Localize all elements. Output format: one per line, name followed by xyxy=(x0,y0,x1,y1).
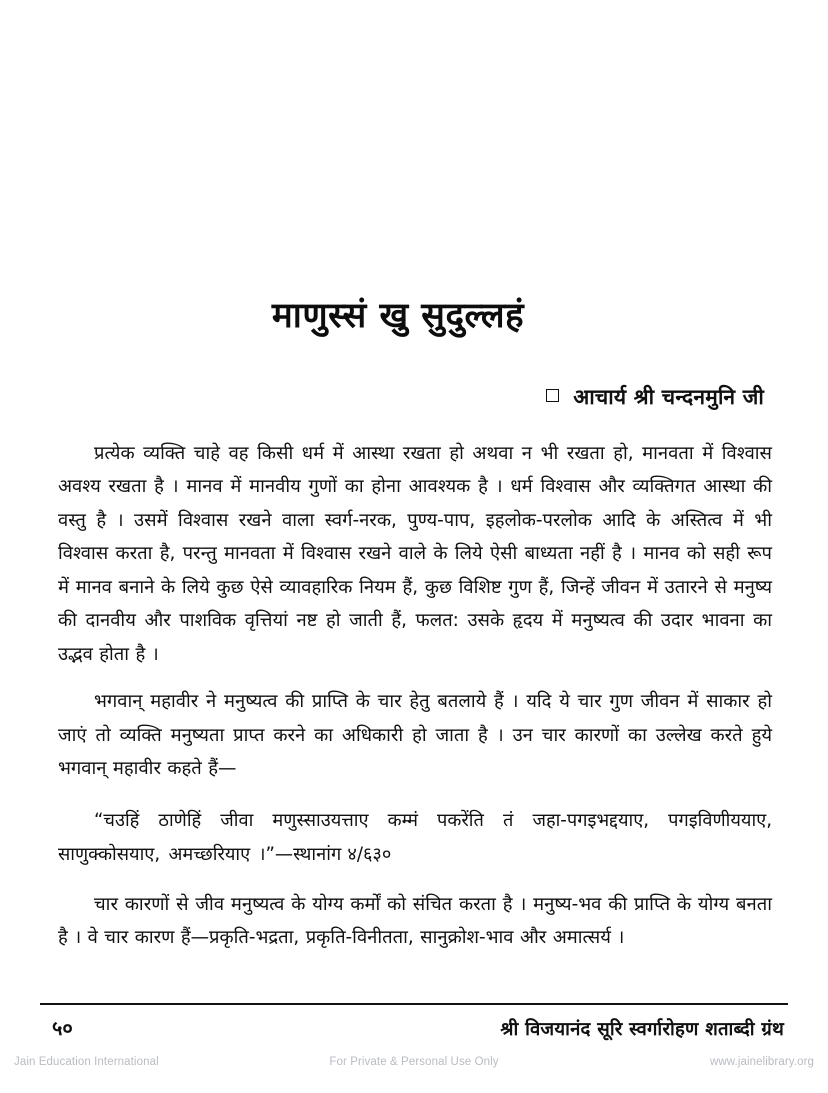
page-number: ५० xyxy=(52,1016,73,1040)
watermark-website: www.jainelibrary.org xyxy=(709,1056,814,1068)
paragraph: प्रत्येक व्यक्ति चाहे वह किसी धर्म में आस्था रखता हो अथवा न भी रखता हो, मानवता में विश्वास अवश्य रखता है । मानव में मानवीय गुणों का होना आवश्यक है । धर्म विश्वास और व्यक्तिगत आस्था की वस्तु है । उसमें विश्वास रखने वाला स्वर्ग-नरक, पुण्य-पाप, इहलोक-परलोक आदि के अस्तित्व में भी विश्वास करता है, परन्तु मानवता में विश्वास रखने वाले के लिये ऐसी बाध्यता नहीं है । मानव को सही रूप में मानव बनाने के लिये कुछ ऐसे व्यावहारिक नियम हैं, कुछ विशिष्ट गुण हैं, जिन्हें जीवन में उतारने से मनुष्य की दानवीय और पाशविक वृत्तियां नष्ट हो जाती हैं, फलत: उसके हृदय में मनुष्यत्व की उदार भावना का उद्भव होता है । xyxy=(58,442,772,665)
paragraph: भगवान् महावीर ने मनुष्यत्व की प्राप्ति के चार हेतु बतलाये हैं । यदि ये चार गुण जीवन में साकार हो जाएं तो व्यक्ति मनुष्यता प्राप्त करने का अधिकारी हो जाता है । उन चार कारणों का उल्लेख करते हुये भगवान् महावीर कहते हैं— xyxy=(58,691,772,780)
running-title: श्री विजयानंद सूरि स्वर्गारोहण शताब्दी ग्रंथ xyxy=(500,1019,784,1040)
paragraph: चार कारणों से जीव मनुष्यत्व के योग्य कर्मों को संचित करता है । मनुष्य-भव की प्राप्ति के योग्य बनता है । वे चार कारण हैं—प्रकृति-भद्रता, प्रकृति-विनीतता, सानुक्रोश-भाव और अमात्सर्य । xyxy=(58,893,772,949)
quotation-text: “चउहिं ठाणेहिं जीवा मणुस्साउयत्ताए कम्मं पकरेंति तं जहा-पगइभद्दयाए, पगइविणीययाए, साणुक्कोसयाए, अमच्छरियाए ।” xyxy=(58,809,772,865)
page-footer xyxy=(40,1014,788,1041)
quotation-source: —स्थानांग ४/६३० xyxy=(274,843,392,865)
footer-divider xyxy=(40,1003,788,1005)
author-name: आचार्य श्री चन्दनमुनि जी xyxy=(573,384,764,409)
page-title: माणुस्सं खु सुदुल्लहं xyxy=(271,296,525,336)
article-content xyxy=(58,295,772,955)
square-bullet-icon xyxy=(546,389,559,402)
scripture-quotation xyxy=(58,804,772,872)
watermark-organization: Jain Education International xyxy=(14,1056,159,1068)
watermark-usage-notice: For Private & Personal Use Only xyxy=(329,1056,499,1068)
byline xyxy=(58,383,772,411)
